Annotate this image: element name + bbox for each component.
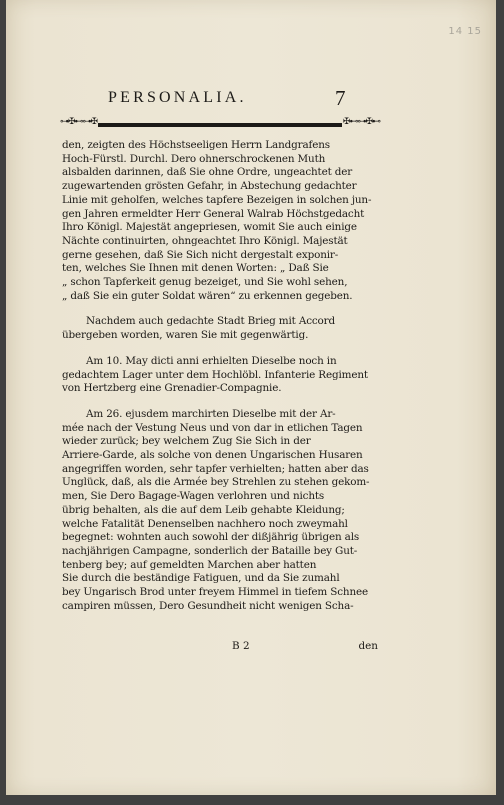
text-line: mée nach der Vestung Neus und von dar in etlichen Tagen [62,421,363,434]
text-line: Am 26. ejusdem marchirten Dieselbe mit der Ar- [86,407,336,420]
text-line: Unglück, daß, als die Armée bey Strehlen zu stehen gekom- [62,476,370,489]
text-line: welche Fatalität Denenselben nachhero noch zweymahl [62,517,348,530]
text-line: Ihro Königl. Majestät angepriesen, womit Sie auch einige [62,221,357,234]
text-line: Hoch-Fürstl. Durchl. Dero ohnerschrockenen Muth [62,152,326,165]
paragraph [62,355,378,396]
text-line: Nächte continuirten, ohngeachtet Ihro Königl. Majestät [62,234,348,247]
text-line: „ daß Sie ein guter Soldat wären“ zu erkennen gegeben. [62,289,353,302]
text-line: zugewartenden grösten Gefahr, in Abstechung gedachter [62,180,357,193]
text-line: ten, welches Sie Ihnen mit denen Worten: „ Daß Sie [62,262,329,275]
text-line: Am 10. May dicti anni erhielten Dieselbe noch in [86,354,337,367]
text-line: nachjährigen Campagne, sonderlich der Bataille bey Gut- [62,544,358,557]
text-line: alsbalden darinnen, daß Sie ohne Ordre, ungeachtet der [62,166,353,179]
text-line: wieder zurück; bey welchem Zug Sie Sich in der [62,435,311,448]
catchword: den [358,640,378,652]
paragraph [62,315,378,342]
page-footer [62,640,378,654]
text-line: Linie mit geholfen, welches tapfere Bezeigen in solchen jun- [62,193,372,206]
text-line: gen Jahren ermeldter Herr General Walrab Höchstgedacht [62,207,365,220]
text-line: von Hertzberg eine Grenadier-Compagnie. [62,382,282,395]
page-number: 7 [335,86,346,110]
text-line: campiren müssen, Dero Gesundheit nicht wenigen Scha- [62,599,354,612]
text-line: gedachtem Lager unter dem Hochlöbl. Infanterie Regiment [62,368,368,381]
rule-bar [98,123,342,127]
body-text [62,139,378,614]
text-line: men, Sie Dero Bagage-Wagen verlohren und nichts [62,490,325,503]
text-line: übergeben worden, waren Sie mit gegenwärtig. [62,329,309,342]
text-line: übrig behalten, als die auf dem Leib gehabte Kleidung; [62,503,345,516]
text-line: tenberg bey; auf gemeldten Marchen aber hatten [62,558,317,571]
pencil-annotation: 14 15 [448,26,482,37]
text-line: Nachdem auch gedachte Stadt Brieg mit Accord [86,315,335,328]
text-line: Arriere-Garde, als solche von denen Ungarischen Husaren [62,449,363,462]
paragraph [62,139,378,303]
text-line: den, zeigten des Höchstseeligen Herrn Landgrafens [62,139,330,151]
rule-ornament-left: ⊶✠⊷⊶✠ [60,117,98,127]
rule-ornament-right: ✠⊷⊶✠⊷ [342,117,380,127]
text-line: „ schon Tapferkeit genug bezeiget, und Sie wohl sehen, [62,276,348,289]
paragraph [62,408,378,614]
running-head: PERSONALIA. [108,89,247,106]
text-line: Sie durch die beständige Fatiguen, und da Sie zumahl [62,572,340,585]
ornamental-rule [60,117,380,129]
signature-mark: B 2 [232,640,250,652]
text-line: gerne gesehen, daß Sie Sich nicht dergestalt exponir- [62,248,339,261]
text-line: bey Ungarisch Brod unter freyem Himmel in tiefem Schnee [62,586,368,599]
text-line: angegriffen worden, sehr tapfer verhielten; hatten aber das [62,462,369,475]
text-line: begegnet: wohnten auch sowohl der dißjährig übrigen als [62,531,360,544]
